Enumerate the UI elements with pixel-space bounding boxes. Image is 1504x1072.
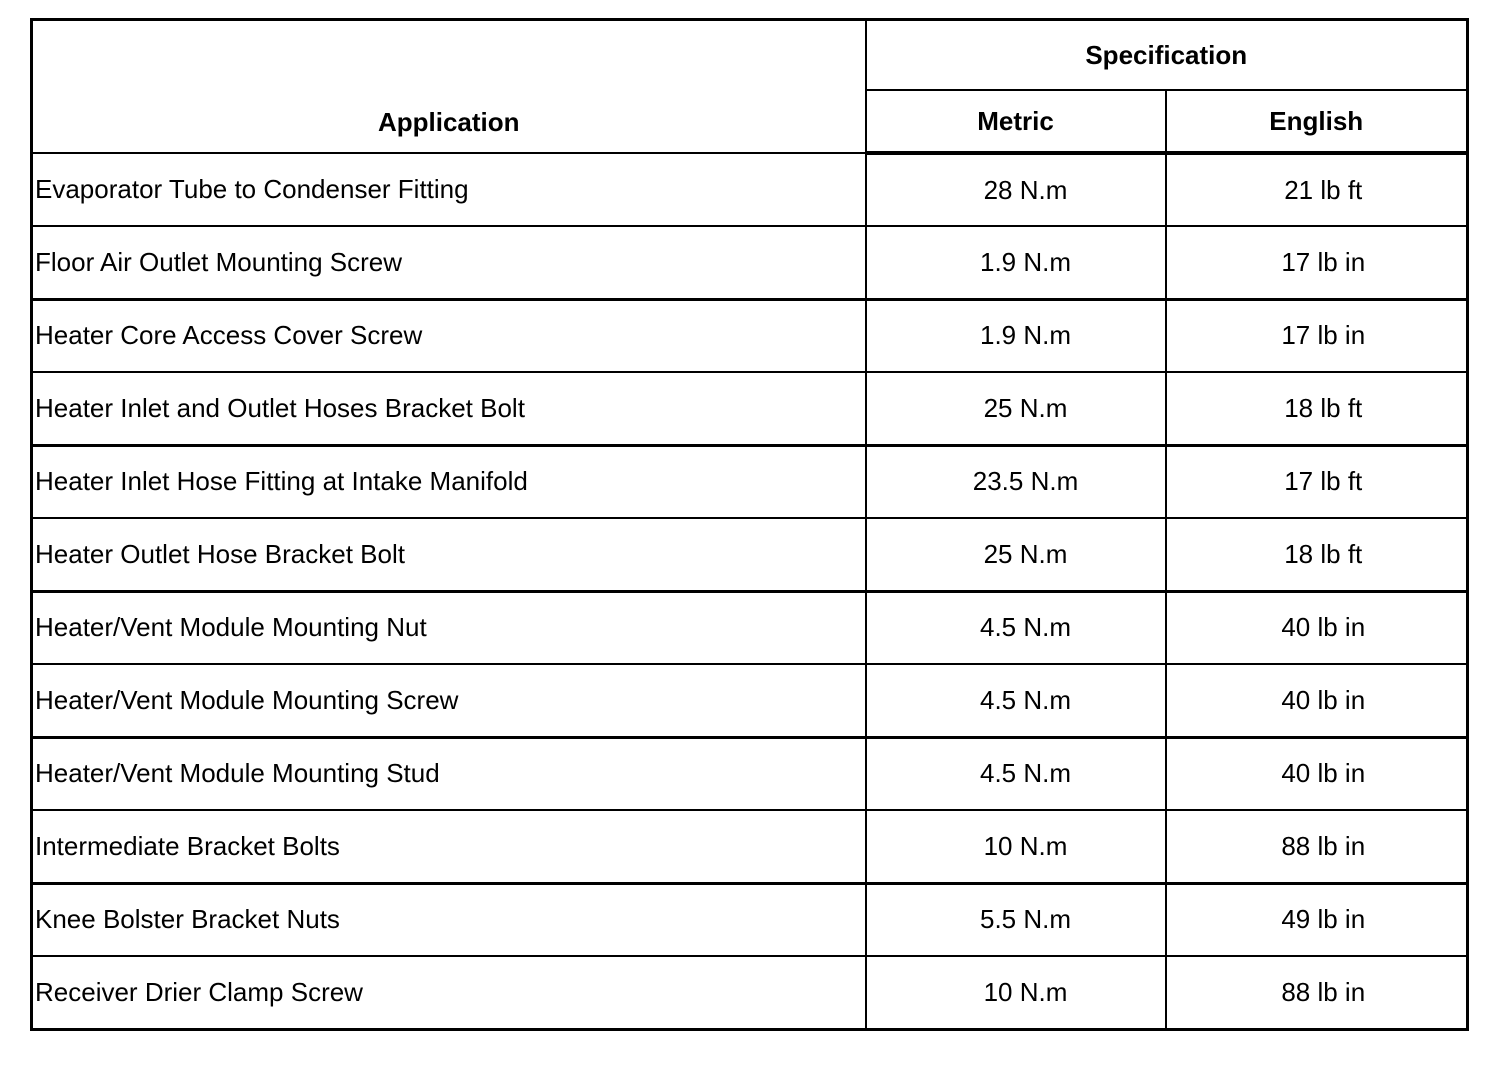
cell-application: Floor Air Outlet Mounting Screw bbox=[32, 226, 866, 299]
table-row bbox=[32, 445, 1468, 518]
cell-english: 21 lb ft bbox=[1166, 153, 1468, 226]
table-row bbox=[32, 518, 1468, 591]
torque-spec-table bbox=[30, 18, 1469, 1031]
cell-metric: 5.5 N.m bbox=[866, 883, 1166, 956]
table-row bbox=[32, 737, 1468, 810]
table-row bbox=[32, 372, 1468, 445]
table-row bbox=[32, 956, 1468, 1029]
cell-metric: 1.9 N.m bbox=[866, 299, 1166, 372]
cell-english: 88 lb in bbox=[1166, 956, 1468, 1029]
cell-metric: 4.5 N.m bbox=[866, 664, 1166, 737]
header-application: Application bbox=[32, 20, 866, 154]
cell-english: 18 lb ft bbox=[1166, 372, 1468, 445]
cell-application: Heater Inlet and Outlet Hoses Bracket Bolt bbox=[32, 372, 866, 445]
cell-english: 40 lb in bbox=[1166, 591, 1468, 664]
cell-metric: 25 N.m bbox=[866, 372, 1166, 445]
cell-english: 17 lb ft bbox=[1166, 445, 1468, 518]
table-body bbox=[32, 153, 1468, 1029]
table-row bbox=[32, 299, 1468, 372]
header-specification: Specification bbox=[866, 20, 1468, 91]
table-row bbox=[32, 591, 1468, 664]
cell-application: Evaporator Tube to Condenser Fitting bbox=[32, 153, 866, 226]
cell-metric: 23.5 N.m bbox=[866, 445, 1166, 518]
cell-metric: 10 N.m bbox=[866, 810, 1166, 883]
table-row bbox=[32, 883, 1468, 956]
cell-metric: 10 N.m bbox=[866, 956, 1166, 1029]
table-row bbox=[32, 810, 1468, 883]
cell-english: 40 lb in bbox=[1166, 737, 1468, 810]
cell-application: Heater/Vent Module Mounting Stud bbox=[32, 737, 866, 810]
cell-application: Heater/Vent Module Mounting Screw bbox=[32, 664, 866, 737]
cell-english: 40 lb in bbox=[1166, 664, 1468, 737]
header-metric: Metric bbox=[866, 90, 1166, 153]
table-header bbox=[32, 20, 1468, 154]
cell-metric: 25 N.m bbox=[866, 518, 1166, 591]
header-english: English bbox=[1166, 90, 1468, 153]
cell-metric: 4.5 N.m bbox=[866, 591, 1166, 664]
cell-metric: 1.9 N.m bbox=[866, 226, 1166, 299]
cell-metric: 4.5 N.m bbox=[866, 737, 1166, 810]
cell-english: 88 lb in bbox=[1166, 810, 1468, 883]
cell-application: Receiver Drier Clamp Screw bbox=[32, 956, 866, 1029]
cell-english: 49 lb in bbox=[1166, 883, 1468, 956]
cell-metric: 28 N.m bbox=[866, 153, 1166, 226]
table-row bbox=[32, 226, 1468, 299]
cell-english: 18 lb ft bbox=[1166, 518, 1468, 591]
cell-application: Heater Core Access Cover Screw bbox=[32, 299, 866, 372]
cell-english: 17 lb in bbox=[1166, 226, 1468, 299]
cell-application: Intermediate Bracket Bolts bbox=[32, 810, 866, 883]
cell-application: Heater Outlet Hose Bracket Bolt bbox=[32, 518, 866, 591]
cell-application: Heater/Vent Module Mounting Nut bbox=[32, 591, 866, 664]
table-row bbox=[32, 153, 1468, 226]
table-row bbox=[32, 664, 1468, 737]
cell-application: Knee Bolster Bracket Nuts bbox=[32, 883, 866, 956]
cell-application: Heater Inlet Hose Fitting at Intake Manifold bbox=[32, 445, 866, 518]
cell-english: 17 lb in bbox=[1166, 299, 1468, 372]
